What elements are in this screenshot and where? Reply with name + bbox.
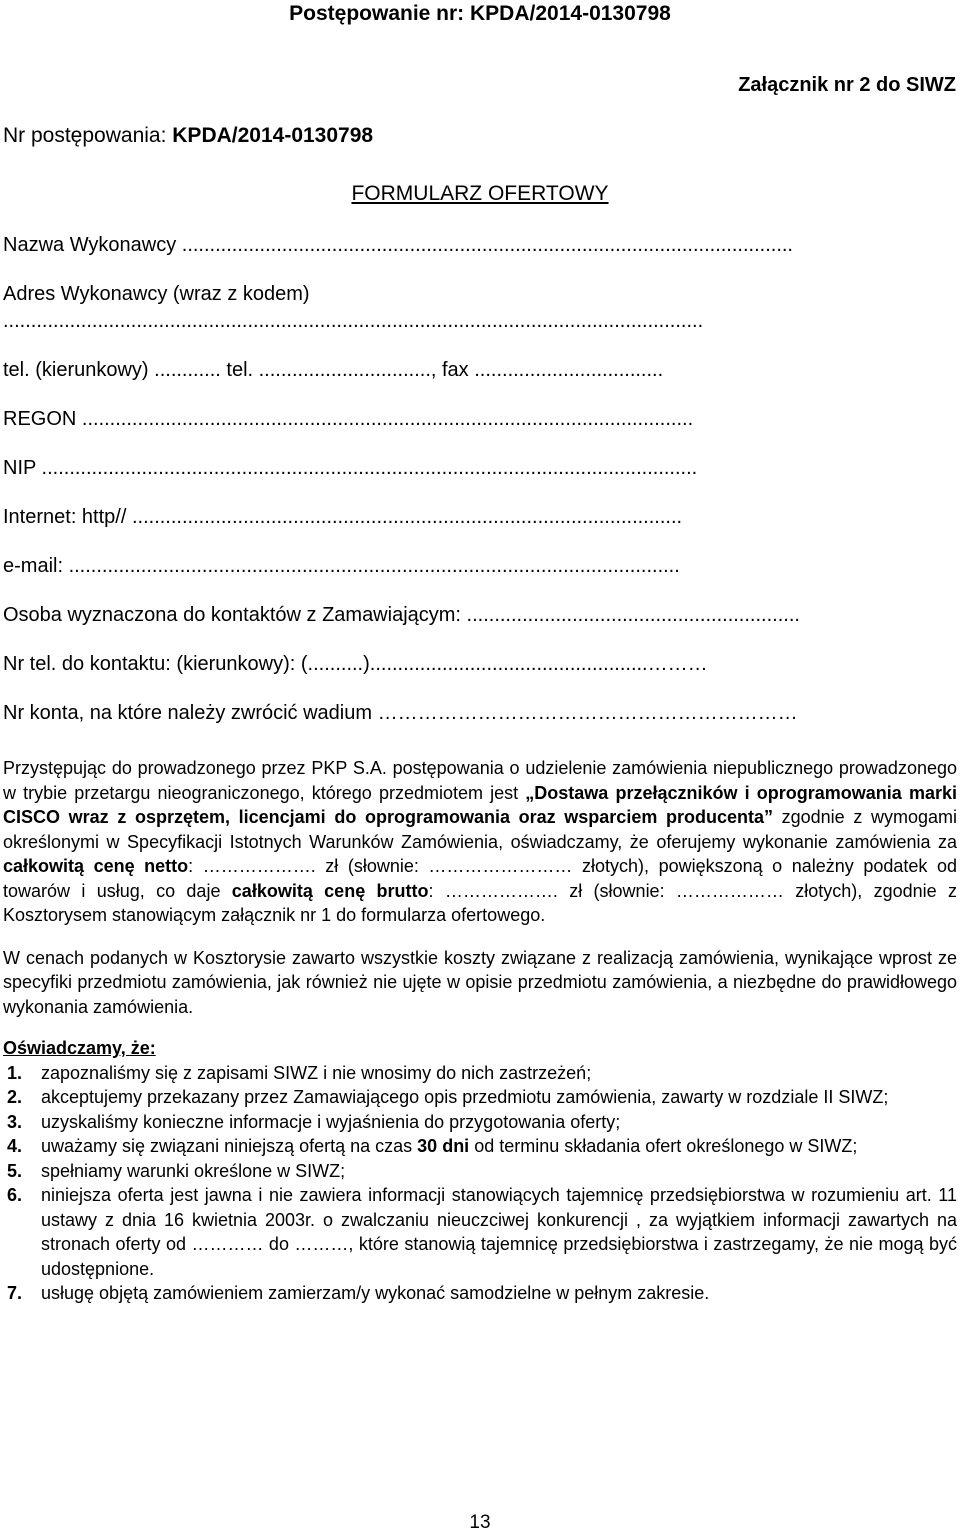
declaration-text: od terminu składania ofert określonego w SIWZ; — [469, 1136, 858, 1156]
procedure-number-value: KPDA/2014-0130798 — [172, 124, 374, 147]
annex-label: Załącznik nr 2 do SIWZ — [738, 74, 956, 96]
net-price-label: całkowitą cenę netto — [3, 856, 189, 876]
declaration-item — [3, 1110, 957, 1135]
page-header-title: Postępowanie nr: KPDA/2014-0130798 — [289, 2, 671, 25]
declaration-number: 7. — [7, 1283, 23, 1303]
offer-paragraph — [3, 756, 957, 928]
subject-title: „Dostawa przełączników i oprogramowania marki CISCO wraz z osprzętem, licencjami do oprogramowania oraz wsparciem producenta” — [3, 782, 957, 827]
contact-phone-field: Nr tel. do kontaktu: (kierunkowy): (..........)..................................................……… — [3, 653, 708, 675]
declaration-item — [3, 1134, 957, 1159]
declaration-item — [3, 1061, 957, 1086]
internet-field: Internet: http// ................................................................................................... — [3, 506, 683, 528]
contractor-phone-field: tel. (kierunkowy) ............ tel. ..............................., fax .................................. — [3, 359, 664, 381]
page-number: 13 — [469, 1512, 491, 1533]
declaration-number: 1. — [7, 1062, 23, 1083]
procedure-number — [3, 124, 373, 148]
declaration-item — [3, 1085, 957, 1110]
declaration-item — [3, 1159, 957, 1184]
offer-text: : ………………. zł (słownie: …………………… złotych), powiększoną o należny podatek od towarów i usług, co daje — [3, 856, 957, 901]
contact-person-field: Osoba wyznaczona do kontaktów z Zamawiającym: ............................................................ — [3, 604, 800, 626]
form-title: FORMULARZ OFERTOWY — [351, 182, 609, 205]
contractor-fields — [3, 230, 933, 747]
contractor-address-label: Adres Wykonawcy (wraz z kodem) — [3, 283, 310, 305]
declaration-text: zapoznaliśmy się z zapisami SIWZ i nie wnosimy do nich zastrzeżeń; — [41, 1062, 592, 1083]
declaration-number: 2. — [7, 1087, 23, 1107]
declaration-days: 30 dni — [417, 1136, 470, 1156]
declaration-text: usługę objętą zamówieniem zamierzam/y wykonać samodzielne w pełnym zakresie. — [41, 1283, 710, 1303]
declaration-text: spełniamy warunki określone w SIWZ; — [41, 1160, 346, 1181]
contractor-address-field: .............................................................................................................................. — [3, 310, 704, 332]
offer-body — [3, 756, 957, 1306]
offer-text: Przystępując do prowadzonego przez PKP S.A. postępowania o udzielenie zamówienia niepublicznego prowadzonego w trybie przetargu nieograniczonego, którego przedmiotem jest — [3, 758, 957, 803]
declaration-text: akceptujemy przekazany przez Zamawiającego opis przedmiotu zamówienia, zawarty w rozdziale II SIWZ; — [41, 1087, 889, 1107]
procedure-number-label: Nr postępowania: — [3, 124, 173, 147]
costs-paragraph: W cenach podanych w Kosztorysie zawarto wszystkie koszty związane z realizacją zamówienia, wynikające wprost ze specyfiki przedmiotu zamówienia, jak również nie ujęte w opisie przedmiotu zamówienia, a niezbędne do prawidłowego wykonania zamówienia. — [3, 947, 957, 1017]
regon-field: REGON .............................................................................................................. — [3, 408, 694, 430]
declaration-number: 4. — [7, 1136, 23, 1156]
declaration-text: niniejsza oferta jest jawna i nie zawiera informacji stanowiących tajemnicę przedsiębiorstwa w rozumieniu art. 11 ustawy z dnia 16 kwietnia 2003r. o zwalczaniu nieuczciwej konkurencji , za wyjątkiem informacji zawartych na stronach oferty od ………… do ………, które stanowią tajemnicę przedsiębiorstwa i zastrzegamy, że nie mogą być udostępnione. — [41, 1185, 957, 1279]
declaration-text: uzyskaliśmy konieczne informacje i wyjaśnienia do przygotowania oferty; — [41, 1111, 621, 1132]
email-field: e-mail: .............................................................................................................. — [3, 555, 680, 577]
declaration-text: uważamy się związani niniejszą ofertą na czas — [41, 1136, 418, 1156]
contractor-name-field: Nazwa Wykonawcy .............................................................................................................. — [3, 234, 793, 256]
nip-field: NIP ...................................................................................................................... — [3, 457, 698, 479]
declarations-title: Oświadczamy, że: — [3, 1038, 156, 1058]
bank-account-field: Nr konta, na które należy zwrócić wadium ……………………………………………………… — [3, 702, 798, 724]
declaration-item — [3, 1281, 957, 1306]
declarations-list — [3, 1061, 957, 1306]
offer-text: zgodnie z wymogami określonymi w Specyfikacji Istotnych Warunków Zamówienia, oświadczamy, że oferujemy wykonanie zamówienia za — [3, 807, 957, 852]
declaration-number: 3. — [7, 1111, 23, 1132]
declaration-number: 6. — [7, 1185, 23, 1205]
declaration-number: 5. — [7, 1160, 23, 1181]
offer-text: : ………………. zł (słownie: ……………… złotych), zgodnie z Kosztorysem stanowiącym załącznik nr 1 do formularza ofertowego. — [3, 880, 957, 925]
gross-price-label: całkowitą cenę brutto — [231, 880, 429, 901]
declaration-item — [3, 1183, 957, 1281]
